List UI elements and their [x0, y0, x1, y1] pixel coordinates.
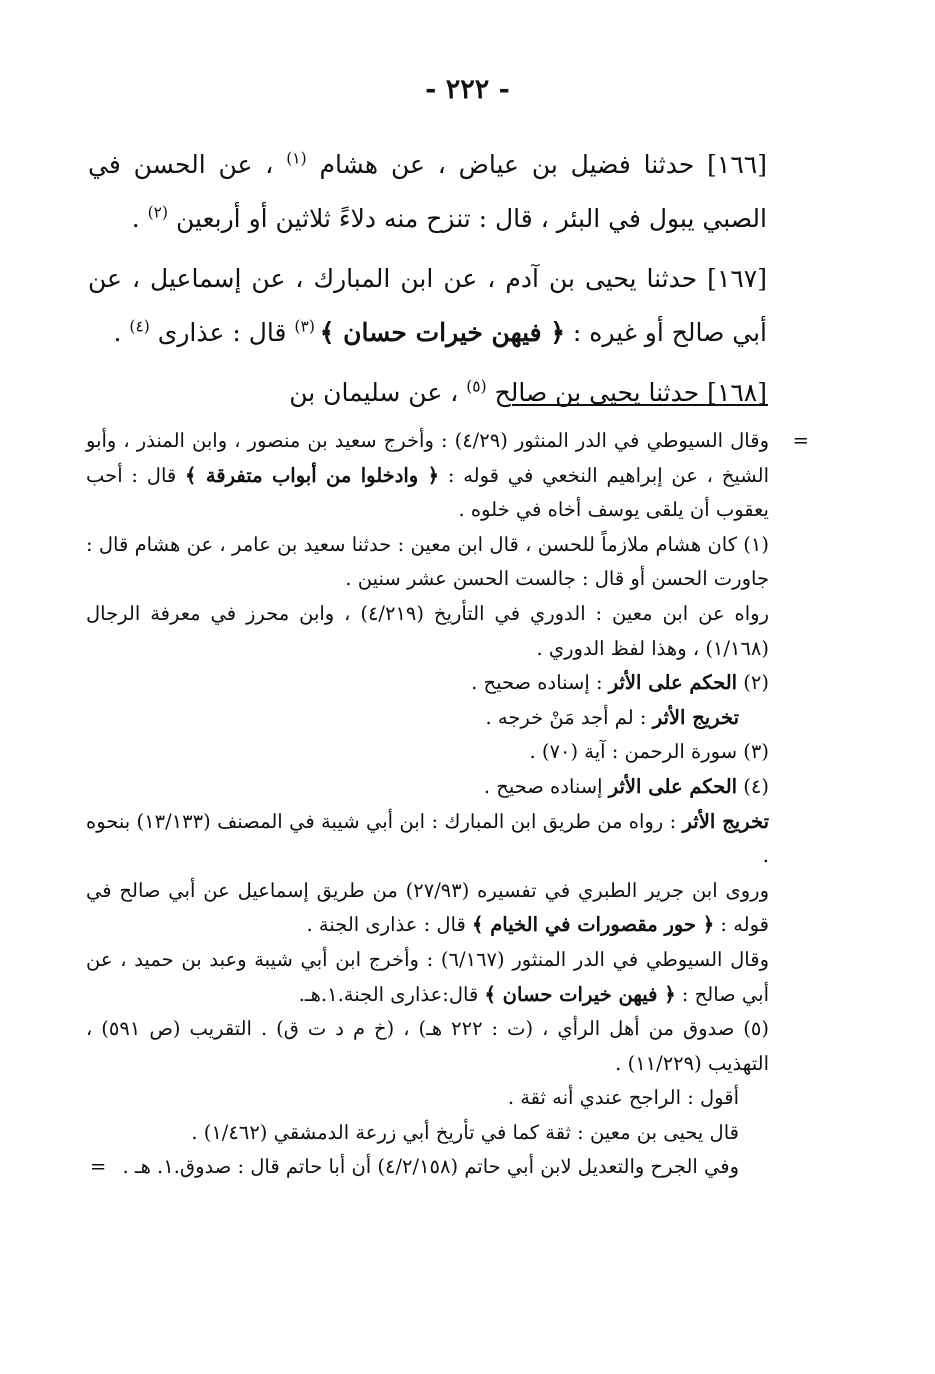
footnote-ref: (٤) [129, 317, 150, 336]
footnote-line [86, 701, 769, 736]
bold-phrase: ﴿ وادخلوا من أبواب متفرقة ﴾ [185, 463, 440, 487]
bold-phrase: ﴿ فيهن خيرات حسان ﴾ [484, 982, 676, 1006]
text-run: (٤) [737, 774, 769, 798]
bold-phrase: الحكم على الأثر [608, 774, 738, 798]
text-run: أقول : الراجح عندي أنه ثقة . [507, 1086, 739, 1110]
footnote-ref: (٣) [294, 317, 320, 336]
text-run: (٢) [737, 671, 769, 695]
text-run: : إسناده صحيح . [471, 671, 609, 695]
footnote-line [86, 597, 769, 666]
hadith-paragraph [88, 138, 767, 246]
hadith-number: [١٦٧] [707, 264, 767, 293]
text-run: حدثنا يحيى بن صالح [486, 378, 708, 407]
text-run: وروى ابن جرير الطبري في تفسيره (٢٧/٩٣) من طريق إسماعيل عن أبي صالح في قوله : [86, 878, 769, 937]
text-run: . [131, 204, 148, 233]
bold-phrase: ﴿ فيهن خيرات حسان ﴾ [319, 318, 565, 347]
footnote-ref: (٢) [147, 203, 169, 222]
page-number: - ٢٢٢ - [425, 74, 510, 105]
text-run: قال : عذارى الجنة . [306, 913, 472, 937]
text-run: قال:عذارى الجنة.١.هـ. [298, 982, 485, 1006]
footnote-line [86, 874, 769, 943]
bold-phrase: الحكم على الأثر [608, 671, 738, 695]
footnote-ref: (١) [286, 149, 307, 168]
text-run: : رواه من طريق ابن المبارك : ابن أبي شيبة في المصنف (١٣/١٣٣) بنحوه . [86, 809, 769, 868]
text-run: وفي الجرح والتعديل لابن أبي حاتم (٤/٢/١٥٨) أن أبا حاتم قال : صدوق.١. هـ . [122, 1155, 739, 1179]
continuation-marker: = [792, 429, 809, 452]
text-run: قال : أحب يعقوب أن يلقى يوسف أخاه في خلوه . [86, 463, 769, 522]
footnote-ref: (٥) [466, 377, 487, 396]
text-run: ، عن سليمان بن [289, 378, 467, 407]
footnote-line [86, 1116, 769, 1151]
text-run: قال : عذارى [149, 318, 295, 347]
text-run: (٥) صدوق من أهل الرأي ، (ت : ٢٢٢ هـ) ، (خ م د ت ق) . التقريب (ص ٥٩١) ، التهذيب (١١/٢٢٩) . [86, 1017, 769, 1075]
text-run: ، عن الحسن في الصبي يبول في البئر ، قال : تنزح منه دلاءً ثلاثين أو أربعين [88, 150, 767, 233]
footnote-line [86, 1012, 769, 1081]
text-run: (١) كان هشام ملازماً للحسن ، قال ابن معين : حدثنا سعيد بن عامر ، عن هشام قال : جاورت الحسن أو قال : جالست الحسن عشر سنين . [86, 532, 769, 591]
bold-phrase: ﴿ حور مقصورات في الخيام ﴾ [471, 913, 715, 937]
hadith-number: [١٦٦] [707, 150, 767, 179]
footnote-line [86, 943, 769, 1012]
bold-phrase: تخريج الأثر [652, 705, 739, 729]
hadith-paragraph [88, 366, 767, 420]
text-run: حدثنا يحيى بن آدم ، عن ابن المبارك ، عن إسماعيل ، عن أبي صالح أو غيره : [88, 264, 767, 347]
footnote-separator [512, 404, 768, 406]
footnote-line [86, 770, 769, 805]
continuation-marker-end: = [90, 1155, 107, 1179]
text-run: وقال السيوطي في الدر المنثور (٤/٢٩) : وأخرج سعيد بن منصور ، وابن المنذر ، وأبو الشيخ ، عن إبراهيم النخعي في قوله : [86, 429, 769, 487]
text-run: : لم أجد مَنْ خرجه . [485, 705, 653, 729]
footnotes [86, 424, 809, 1185]
footnote-line [86, 424, 809, 528]
hadith-number: [١٦٨] [707, 378, 767, 407]
text-run: رواه عن ابن معين : الدوري في التأريخ (٤/٢١٩) ، وابن محرز في معرفة الرجال (١/١٦٨) ، وهذا لفظ الدوري . [86, 601, 769, 660]
main-text [88, 138, 767, 426]
footnote-line [86, 666, 769, 701]
hadith-paragraph [88, 252, 767, 360]
text-run: . [113, 318, 130, 347]
footnote-line [86, 735, 769, 770]
text-run: وقال السيوطي في الدر المنثور (٦/١٦٧) : وأخرج ابن أبي شيبة وعبد بن حميد ، عن أبي صالح : [86, 947, 769, 1006]
footnote-line [86, 528, 769, 597]
text-run: حدثنا فضيل بن عياض ، عن هشام [306, 150, 708, 179]
footnote-line [86, 1150, 769, 1185]
text-run: (٣) سورة الرحمن : آية (٧٠) . [529, 740, 769, 764]
text-run: إسناده صحيح . [483, 774, 609, 798]
bold-phrase: تخريج الأثر [682, 809, 770, 833]
footnote-line [86, 805, 769, 874]
footnote-line [86, 1081, 769, 1116]
text-run: قال يحيى بن معين : ثقة كما في تأريخ أبي زرعة الدمشقي (١/٤٦٢) . [191, 1120, 739, 1144]
